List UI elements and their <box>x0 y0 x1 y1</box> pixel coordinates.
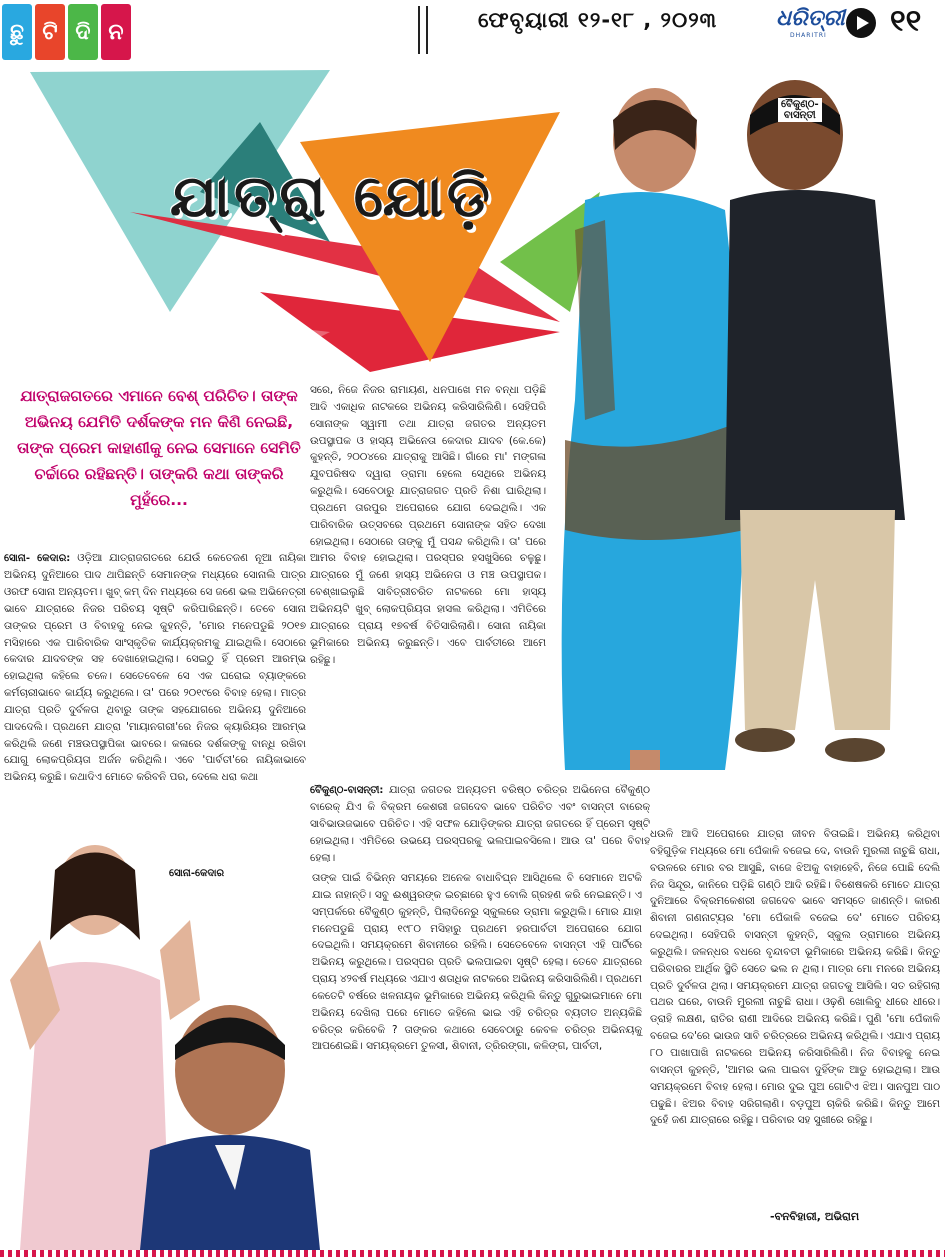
column-2-lower <box>310 782 650 867</box>
couple-photo-baikuntha-basanti <box>545 80 945 780</box>
section-tile-1: ଛୁ <box>2 4 32 60</box>
byline: -ବନବିହାରୀ, ଅଭିରାମ <box>770 1210 860 1223</box>
photo-label-couple1: ବୈକୁଣ୍ଠ- ବାସନ୍ତୀ <box>778 98 822 122</box>
newspaper-logo-sub: DHARITRI <box>790 32 827 39</box>
column-2 <box>310 382 546 668</box>
newspaper-logo: ଧରିତ୍ରୀ <box>776 6 845 31</box>
article-title: ଯାତ୍ରା ଯୋଡ଼ି <box>170 162 494 230</box>
page-number: ୧୧ <box>890 4 922 39</box>
column-3 <box>312 870 642 1055</box>
photo-label-couple2: ସୋନା-କେଦାର <box>166 867 227 880</box>
section-tile-3: ଦି <box>68 4 98 60</box>
couple-photo-sona-kedar <box>0 830 320 1250</box>
column-4 <box>650 826 940 1129</box>
bottom-border <box>0 1250 945 1257</box>
article-intro: ଯାତ୍ରାଜଗତରେ ଏମାନେ ବେଶ୍ ପରିଚିତ। ତାଙ୍କ ଅଭିନୟ ଯେମିତି ଦର୍ଶକଙ୍କ ମନ କିଣି ନେଇଛି, ତାଙ୍କ ପ୍ରେମ କାହାଣୀକୁ ନେଇ ସେମାନେ ସେମିତି ଚର୍ଚ୍ଚାରେ ରହିଛନ୍ତି। ତାଙ୍କରି କଥା ତାଙ୍କରି ମୁହଁରେ... <box>17 387 301 509</box>
para-kedar-quote: ସରେ, ନିଜେ ନିଜର ରାମାୟଣ, ଧନପାଖେ ମନ ବନ୍ଧା ପଡ଼ିଛି ଆଦି ଏକାଧିକ ନାଟକରେ ଅଭିନୟ କରିସାରିଲିଣି। ସେହିପରି ସୋନାଙ୍କ ସ୍ୱାମୀ ତଥା ଯାତ୍ରା ଜଗତର ଅନ୍ୟତମ ଉପସ୍ଥାପକ ଓ ହାସ୍ୟ ଅଭିନେତା କେଦାର ଯାଦବ (କେ.କେ) କୁହନ୍ତି, ୨୦୦୪ରେ ଯାତ୍ରାକୁ ଆସିଛି। ଗାଁରେ ମା' ମଙ୍ଗଳା ଯୁବପରିଷଦ ଦ୍ୱାରା ଡ୍ରାମା ହେଲେ ସେଥିରେ ଅଭିନୟ କରୁଥିଲି। ସେବେଠାରୁ ଯାତ୍ରାଜଗତ ପ୍ରତି ନିଶା ଘାରିଥିଲା। ପ୍ରଥମେ ତାରପୁର ଅପେରାରେ ଯୋଗ ଦେଇଥିଲି। ଏକ ପାରିବାରିକ ଉତ୍ସବରେ ପ୍ରଥମେ ସୋନାଙ୍କ ସହିତ ଦେଖା ହୋଇଥିଲା। ସେଠାରେ ତାଙ୍କୁ ମୁଁ ପସନ୍ଦ କରିଥିଲି। ତା' ପରେ ଆମର ବିବାହ ହୋଇଥିଲା। ପରସ୍ପର ହସଖୁସିରେ ଚଳୁଛୁ। ଯାତ୍ରାରେ ମୁଁ ଜଣେ ହାସ୍ୟ ଅଭିନେତା ଓ ମଞ୍ଚ ଉପସ୍ଥାପକ। ବେଶ୍‌ଖାଇଲୁଛି ସାବିତ୍ରୀଚରିତ ନାଟକରେ ମୋ ହାସ୍ୟ ଅଭିନୟଟି ଖୁବ୍ ଲୋକପ୍ରିୟତା ହାସଲ କରିଥିଲା। ଏମିତିରେ ଯାତ୍ରାରେ ପ୍ରାୟ ୧୭ବର୍ଷ ବିତିସାରିଲାଣି। ସୋନା ନାୟିକା ଭୂମିକାରେ ଅଭିନୟ କରୁଛନ୍ତି। ଏବେ ପାର୍ବତୀରେ ଆମେ ରହିଛୁ। <box>310 384 546 666</box>
page-header <box>0 0 945 62</box>
play-icon <box>846 8 876 38</box>
para-basanti-career: ଧଉଳି ଆଦି ଅପେରାରେ ଯାତ୍ରା ଜୀବନ ବିତାଇଛି। ଅଭିନୟ କରିଥିବା ବହିଗୁଡ଼ିକ ମଧ୍ୟରେ ମୋ ପେଁକାଳି ବଜେଇ ଦେ, ବାଉନି ମୁରଲୀ ନାଚୁଛି ରାଧା, ବଉଳରେ ମୋର ବର ଆସୁଛି, ବାଜେ ଝିଅକୁ ବାହାହେବି, ନିଜେ ପୋଛି ଦେଲି ନିଜ ସିନ୍ଦୂର, କାନିରେ ପଡ଼ିଛି ଗଣ୍ଠି ଆଦି ରହିଛି। ବିଶେଷକରି ମୋତେ ଯାତ୍ରା ଦୁନିଆରେ ବିକ୍ରମକେଶରୀ ଜଗଦେବ ଭାବେ ସମସ୍ତେ ଜାଣନ୍ତି। କାରଣ ଶିବାନୀ ଗଣନାଟ୍ୟର 'ମୋ ପେଁକାଳି ବଜେଇ ଦେ' ମୋତେ ପରିଚୟ ଦେଇଥିଲା। ସେହିପରି ବାସନ୍ତୀ କୁହନ୍ତି, ସ୍କୁଲ ଡ୍ରାମାରେ ଅଭିନୟ କରୁଥିଲି। ଜଳନ୍ଧର ବଧରେ ବୃନ୍ଦାବତୀ ଭୂମିକାରେ ଅଭିନୟ କରିଛି। କିନ୍ତୁ ପରିବାରର ଆର୍ଥିକ ସ୍ଥିତି ସେତେ ଭଲ ନ ଥିଲା। ମାତ୍ର ମୋ ମନରେ ଅଭିନୟ ପ୍ରତି ଦୁର୍ବଳତା ଥିଲା। ସମୟକ୍ରମେ ଯାତ୍ରା ଜଗତକୁ ଆସିଲି। ସତ ରହିଗଲା ପଥର ଘରେ, ବାଉନି ମୁରଲୀ ନାଚୁଛି ରାଧା। ଓଢ଼ଣି ଖୋଲିବୁ ଧୀରେ ଧୀରେ। ଡ୍ରାହି ଲକ୍ଷଣ, ରାତିର ରାଣୀ ଆଦିରେ ଅଭିନୟ କରିଛି। ପୁଣି 'ମୋ ପେଁକାଳି ବଜେଇ ଦେ'ରେ ଭାଉଜ ସାବି ଚରିତ୍ରରେ ଅଭିନୟ କରିଥିଲି। ଏଯାଏ ପ୍ରାୟ ୮୦ ପାଖାପାଖି ନାଟକରେ ଅଭିନୟ କରିସାରିଲିଣି। ନିଜ ବିବାହକୁ ନେଇ ବାସନ୍ତୀ କୁହନ୍ତି, 'ଆମର ଭଲ ପାଇବା ଦୁହିଁଙ୍କ ଆଡୁ ହୋଇଥିଲା। ଆଉ ସମୟକ୍ରମେ ବିବାହ ହେଲା। ମୋର ଦୁଇ ପୁଅ ଗୋଟିଏ ଝିଅ। ସାନପୁଅ ପାଠ ପଢୁଛି। ଝିଅର ବିବାହ ସରିଗଲାଣି। ବଡ଼ପୁଅ ଚାକିରି କରିଛି। କିନ୍ତୁ ଆମେ ଦୁହେଁ ଜଣ ଯାତ୍ରାରେ ରହିଛୁ। ପରିବାର ସହ ସୁଖୀରେ ରହିଛୁ। <box>650 828 940 1127</box>
section-tile-4: ନ <box>101 4 131 60</box>
para-sona-kedar: ଓଡ଼ିଆ ଯାତ୍ରାଜଗତରେ ଯେଉଁ କେତେଜଣ ନୂଆ ନାୟିକା ଅଭିନୟ ଦୁନିଆରେ ପାଦ ଥାପିଛନ୍ତି ସେମାନଙ୍କ ମଧ୍ୟରେ ସୋନାଲି ପାତ୍ର ଓରଫ ସୋନା ଅନ୍ୟତମ। ଖୁବ୍ କମ୍ ଦିନ ମଧ୍ୟରେ ସେ ଜଣେ ଭଲ ଅଭିନେତ୍ରୀ ଭାବେ ଯାତ୍ରାରେ ନିଜର ପରିଚୟ ସୃଷ୍ଟି କରିପାରିଛନ୍ତି। ତେବେ ସୋନା ତାଙ୍କର ପ୍ରେମ ଓ ବିବାହକୁ ନେଇ କୁହନ୍ତି, 'ମୋର ମନେପଡୁଛି ୨୦୧୭ ମସିହାରେ ଏକ ପାରିବାରିକ ସାଂସ୍କୃତିକ କାର୍ଯ୍ୟକ୍ରମକୁ ଯାଇଥିଲି। ସେଠାରେ କେଦାର ଯାଦବଙ୍କ ସହ ଦେଖାହୋଇଥିଲା। ସେଇଠୁ ହିଁ ପ୍ରେମ ଆରମ୍ଭ ହୋଇଥିଲା କହିଲେ ଚଳେ। ସେତେବେଳେ ସେ ଏକ ଘରୋଇ ବ୍ୟାଙ୍କରେ କର୍ମଚାରୀଭାବେ କାର୍ଯ୍ୟ କରୁଥିଲେ। ତା' ପରେ ୨୦୧୯ରେ ବିବାହ ହେଲା। ମାତ୍ର ଯାତ୍ରା ପ୍ରତି ଦୁର୍ବଳତା ଥିବାରୁ ତାଙ୍କ ସହଯୋଗରେ ଅଭିନୟ ଦୁନିଆରେ ପାଦଦେଲି। ପ୍ରଥମେ ଯାତ୍ରା 'ମାୟାନଗରୀ'ରେ ନିଜର କ୍ୟାରିୟର ଆରମ୍ଭ କରିଥିଲି ଜଣେ ମଞ୍ଚଉପସ୍ଥାପିକା ଭାବରେ। କଳାରେ ଦର୍ଶକଙ୍କୁ ବାନ୍ଧି ରଖିବା ଯୋଗୁ ଲୋକପ୍ରିୟତା ଅର୍ଜନ କରିଥିଲି। ଏବେ 'ପାର୍ବତୀ'ରେ ନାୟିକାଭାବେ ଅଭିନୟ କରୁଛି। କଥାଦିଏ ମୋତେ କରିବନି ପର, ଦେଲେ ଧରା କଥା <box>4 552 306 784</box>
issue-date: ଫେବୃୟାରୀ ୧୨-୧୮ , ୨୦୨୩ <box>478 8 718 32</box>
column-1 <box>4 550 306 786</box>
para-label-sona-kedar: ସୋନା- କେଦାର: <box>4 553 71 564</box>
section-tile-2: ଟି <box>35 4 65 60</box>
para-label-baikuntha-basanti: ବୈକୁଣ୍ଠ-ବାସନ୍ତୀ: <box>310 785 384 796</box>
header-divider <box>418 6 428 54</box>
para-baikuntha-career: ତାଙ୍କ ପାଇଁ ବିଭିନ୍ନ ସମୟରେ ଅନେକ ବାଧାବିଘ୍ନ ଆସିଥିଲେ ବି ସେମାନେ ଅଟକି ଯାଇ ନାହାନ୍ତି। ସବୁ ଈଶ୍ୱରଙ୍କ ଇଚ୍ଛାରେ ହୁଏ ବୋଲି ଗ୍ରହଣ କରି ନେଇଛନ୍ତି। ଏ ସମ୍ପର୍କରେ ବୈକୁଣ୍ଠ କୁହନ୍ତି, ପିଲାଦିନେରୁ ସ୍କୁଲରେ ଡ୍ରାମା କରୁଥିଲି। ମୋର ଯାହା ମନେପଡୁଛି ପ୍ରାୟ ୧୯୮୦ ମସିହାରୁ ପ୍ରଥମେ ହରପାର୍ବତୀ ଅପେରାରେ ଯୋଗ ଦେଇଥିଲି। ସମୟକ୍ରମେ ଶିବାନୀରେ ରହିଲି। ସେତେବେଳେ ବାସନ୍ତୀ ଏହି ପାର୍ଟିରେ ଅଭିନୟ କରୁଥିଲେ। ପରସ୍ପର ପ୍ରତି ଭଲପାଇବା ସୃଷ୍ଟି ହେଲା। ତେବେ ଯାତ୍ରାରେ ପ୍ରାୟ ୪୨ବର୍ଷ ମଧ୍ୟରେ ଏଯାଏ ଶତାଧିକ ନାଟକରେ ଅଭିନୟ କରିସାରିଲିଣି। ପ୍ରଥମେ କେତେଟି ବର୍ଷରେ ଖଳନାୟକ ଭୂମିକାରେ ଅଭିନୟ କରିଥିଲି କିନ୍ତୁ ଗୁରୁଭାଇମାନେ ମୋ ଅଭିନୟ ଦେଖିଲା ପରେ ମୋତେ କହିଲେ ଭାଇ ଏହି ଚରିତ୍ର ବ୍ୟତୀତ ଅନ୍ୟକିଛି ଚରିତ୍ର କରିବେକି ? ତାଙ୍କର କଥାରେ ସେବେଠାରୁ କେବଳ ଚରିତ୍ର ଅଭିନୟକୁ ଆପଣେଇଛି। ସମୟକ୍ରମେ ତୁଳସୀ, ଶିବାନୀ, ତ୍ରିରଙ୍ଗା, କଳିଙ୍ଗ, ପାର୍ବତୀ, <box>312 872 642 1053</box>
para-baikuntha-basanti: ଯାତ୍ରା ଜଗତର ଅନ୍ୟତମ ବରିଷ୍ଠ ଚରିତ୍ର ଅଭିନେତା ବୈକୁଣ୍ଠ ବାରେକ୍ ଯିଏ କି ବିକ୍ରମ କେଶରୀ ଜଗଦେବ ଭାବେ ପରିଚିତ ଏବଂ ବାସନ୍ତୀ ବାରେକ୍ ସାବିଭାଉଜଭାବେ ପରିଚିତ। ଏହି ସଫଳ ଯୋଡ଼ିଙ୍କର ଯାତ୍ରା ଜଗତରେ ହିଁ ପ୍ରେମ ସୃଷ୍ଟି ହୋଇଥିଲା। ଏମିତିରେ ଉଭୟେ ପରସ୍ପରକୁ ଭଲପାଇବସିଲେ। ଆଉ ତା' ପରେ ବିବାହ ହେଲା। <box>310 784 650 864</box>
